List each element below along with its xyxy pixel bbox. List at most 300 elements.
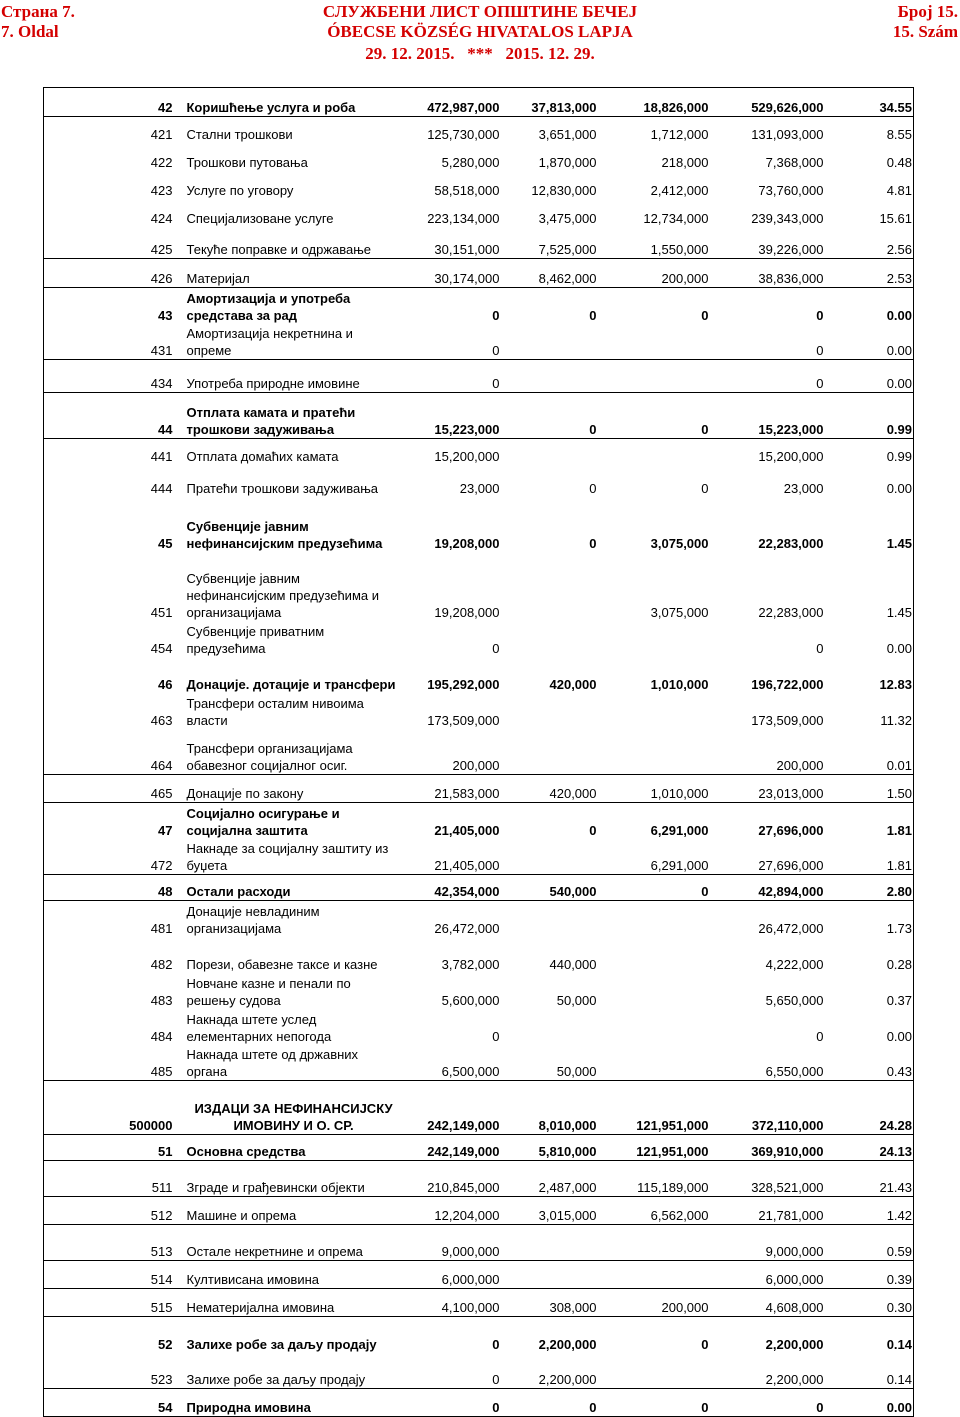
amount-col-3: [600, 1261, 712, 1289]
share-percent: 1.45: [886, 535, 912, 551]
amount-col-2: 8,462,000: [503, 259, 600, 288]
amount-col-3: 0: [600, 875, 712, 901]
amount-col-3: 1,712,000: [650, 126, 709, 142]
table-row: [44, 973, 914, 1009]
account-name: Накнада штете услед елементарних непогода: [186, 1011, 332, 1044]
share-percent: 24.28: [827, 1081, 914, 1135]
share-percent: 11.32: [880, 712, 912, 728]
header-title-sr: СЛУЖБЕНИ ЛИСТ ОПШТИНЕ БЕЧЕЈ: [322, 2, 638, 21]
table-row: [44, 117, 914, 143]
amount-col-3: 121,951,000: [600, 1081, 712, 1135]
table-row: [44, 1161, 914, 1197]
amount-col-2: 0: [589, 822, 597, 838]
account-name: Стални трошкови: [186, 126, 293, 142]
amount-col-2: 2,200,000: [538, 1372, 597, 1387]
amount-col-1: 5,280,000: [441, 154, 500, 170]
amount-col-2: [503, 1009, 600, 1045]
amount-total: 0: [816, 343, 824, 358]
account-code: 482: [150, 956, 173, 972]
amount-col-3: [600, 1353, 712, 1389]
account-code: 48: [44, 875, 182, 901]
amount-col-2: 37,813,000: [503, 88, 600, 117]
amount-col-1: 5,600,000: [441, 992, 500, 1008]
amount-col-2: 12,830,000: [531, 182, 597, 198]
amount-col-2: 5,810,000: [503, 1135, 600, 1161]
account-name: Субвенције јавним нефинансијским предузећима и организацијама: [186, 570, 379, 620]
account-name: Донације невладиним организацијама: [186, 903, 320, 936]
amount-col-2: [503, 1225, 600, 1261]
amount-col-2: 0: [589, 480, 597, 496]
amount-col-1: 0: [492, 307, 500, 323]
amount-col-3: [600, 324, 712, 360]
account-code: 426: [44, 259, 182, 288]
account-name: Основна средства: [182, 1135, 401, 1161]
amount-col-2: 2,200,000: [538, 1336, 597, 1352]
amount-col-2: 0: [503, 1389, 600, 1417]
share-percent: 0.00: [886, 480, 912, 496]
share-percent: 34.55: [827, 88, 914, 117]
account-name: Залихе робе за даљу продају: [186, 1336, 377, 1352]
amount-col-1: 30,151,000: [434, 242, 500, 257]
amount-col-1: 125,730,000: [427, 126, 500, 142]
table-row: [44, 901, 914, 937]
share-percent: 0.00: [827, 1389, 914, 1417]
amount-total: 2,200,000: [765, 1336, 824, 1352]
table-row: [44, 288, 914, 324]
table-row: [44, 465, 914, 497]
amount-col-2: [503, 552, 600, 621]
table-row: [44, 552, 914, 621]
table-row: [44, 1289, 914, 1317]
amount-col-3: 0: [701, 1336, 709, 1352]
amount-col-1: 15,200,000: [401, 439, 503, 465]
table-row: [44, 171, 914, 199]
amount-col-2: [503, 901, 600, 937]
account-code: 465: [44, 775, 182, 803]
amount-total: 26,472,000: [758, 920, 824, 936]
table-row: [44, 1261, 914, 1289]
amount-total: 0: [816, 307, 824, 323]
amount-col-1: 472,987,000: [401, 88, 503, 117]
amount-total: 39,226,000: [758, 242, 824, 257]
amount-col-1: 0: [492, 640, 500, 656]
share-percent: 12.83: [879, 676, 912, 692]
account-name: ИЗДАЦИ ЗА НЕФИНАНСИЈСКУ ИМОВИНУ И О. СР.: [182, 1081, 401, 1135]
amount-total: 23,000: [783, 480, 824, 496]
amount-col-1: 223,134,000: [427, 210, 500, 226]
amount-total: 2,200,000: [765, 1372, 824, 1387]
amount-col-1: 0: [492, 1028, 500, 1044]
account-code: 54: [44, 1389, 182, 1417]
account-code: 47: [158, 822, 173, 838]
share-percent: 0.37: [886, 992, 912, 1008]
account-name: Накнада штете од државних органа: [186, 1047, 359, 1079]
account-code: 431: [150, 343, 173, 358]
account-name: Нематеријална имовина: [182, 1289, 401, 1317]
header-title-hu: ÓBECSE KÖZSÉG HIVATALOS LAPJA: [327, 22, 633, 41]
share-percent: 0.14: [886, 1336, 912, 1352]
account-name: Остали расходи: [182, 875, 401, 901]
amount-col-3: [600, 1225, 712, 1261]
amount-total: 0: [816, 1028, 824, 1044]
amount-col-3: [600, 973, 712, 1009]
account-code: 441: [44, 439, 182, 465]
amount-col-3: 2,412,000: [650, 182, 709, 198]
account-name: Култивисана имовина: [182, 1261, 401, 1289]
amount-col-2: [503, 621, 600, 657]
table-row: [44, 1135, 914, 1161]
amount-col-1: 242,149,000: [401, 1135, 503, 1161]
amount-col-2: 420,000: [503, 775, 600, 803]
account-code: 463: [150, 712, 173, 728]
account-code: 424: [150, 210, 173, 226]
share-percent: 0.30: [827, 1289, 914, 1317]
account-code: 500000: [44, 1081, 182, 1135]
header-issue-number-hu: 15. Szám: [892, 22, 958, 41]
account-code: 515: [44, 1289, 182, 1317]
amount-total: 73,760,000: [758, 182, 824, 198]
header-page-number-hu: 7. Oldal: [1, 22, 59, 41]
share-percent: 1.45: [886, 604, 912, 620]
account-name: Употреба природне имовине: [182, 360, 401, 393]
share-percent: 0.00: [827, 360, 914, 393]
amount-total: 22,283,000: [758, 604, 824, 620]
amount-total: 200,000: [776, 758, 824, 773]
account-code: 511: [151, 1180, 173, 1195]
table-row: [44, 729, 914, 775]
account-code: 484: [150, 1028, 173, 1044]
amount-col-2: 308,000: [503, 1289, 600, 1317]
table-row: [44, 621, 914, 657]
amount-col-1: 9,000,000: [441, 1244, 500, 1259]
account-name: Материјал: [182, 259, 401, 288]
account-name: Субвенције приватним предузећима: [186, 623, 325, 656]
table-row: [44, 937, 914, 973]
table-row: [44, 1225, 914, 1261]
amount-total: 9,000,000: [765, 1244, 824, 1259]
account-code: 421: [150, 126, 173, 142]
table-row: [44, 259, 914, 288]
amount-col-2: 0: [589, 307, 597, 323]
table-row: [44, 1081, 914, 1135]
amount-col-1: 21,583,000: [401, 775, 503, 803]
share-percent: 21.43: [879, 1180, 912, 1195]
account-name: Зграде и грађевински објекти: [186, 1180, 365, 1195]
share-percent: 2.56: [886, 242, 912, 257]
account-name: Амортизација и употреба средстава за рад: [186, 290, 351, 323]
account-code: 44: [44, 393, 182, 439]
amount-col-2: 1,870,000: [538, 154, 597, 170]
share-percent: 8.55: [886, 126, 912, 142]
account-code: 51: [44, 1135, 182, 1161]
table-row: [44, 199, 914, 227]
amount-col-3: [600, 729, 712, 775]
amount-total: 372,110,000: [712, 1081, 827, 1135]
account-name: Донације. дотације и трансфери: [186, 676, 396, 692]
account-code: 444: [150, 480, 173, 496]
amount-col-1: 26,472,000: [434, 920, 500, 936]
header-page-number-sr: Страна 7.: [1, 2, 75, 21]
amount-col-1: 3,782,000: [441, 956, 500, 972]
amount-total: 5,650,000: [765, 992, 824, 1008]
amount-col-3: [600, 1009, 712, 1045]
amount-total: 6,550,000: [765, 1064, 824, 1079]
account-code: 451: [150, 604, 173, 620]
amount-col-3: 1,550,000: [650, 242, 709, 257]
account-name: Трансфери осталим нивоима власти: [186, 695, 364, 728]
table-row: [44, 324, 914, 360]
amount-col-1: 173,509,000: [427, 712, 500, 728]
account-code: 423: [150, 182, 173, 198]
amount-total: 131,093,000: [751, 126, 824, 142]
amount-col-1: 21,405,000: [434, 858, 500, 873]
share-percent: 0.99: [827, 439, 914, 465]
account-code: 472: [150, 858, 173, 873]
share-percent: 0.39: [827, 1261, 914, 1289]
share-percent: 1.73: [886, 920, 912, 936]
amount-col-2: [503, 839, 600, 875]
table-row: [44, 1045, 914, 1081]
amount-col-2: 0: [503, 393, 600, 439]
table-row: [44, 227, 914, 259]
table-row: [44, 803, 914, 839]
table-row: [44, 657, 914, 693]
amount-col-3: 0: [701, 307, 709, 323]
share-percent: 0.00: [886, 343, 912, 358]
table-row: [44, 143, 914, 171]
amount-total: 173,509,000: [751, 712, 824, 728]
amount-col-1: 15,223,000: [401, 393, 503, 439]
share-percent: 0.00: [886, 307, 912, 323]
share-percent: 0.00: [886, 1028, 912, 1044]
amount-total: 0: [712, 360, 827, 393]
amount-col-1: 200,000: [452, 758, 500, 773]
share-percent: 1.50: [827, 775, 914, 803]
amount-col-3: 200,000: [600, 259, 712, 288]
account-name: Накнаде за социјалну заштиту из буџета: [186, 841, 389, 873]
share-percent: 0.28: [886, 956, 912, 972]
header-date: 29. 12. 2015. *** 2015. 12. 29.: [365, 44, 595, 63]
amount-col-1: 6,000,000: [401, 1261, 503, 1289]
amount-col-3: 3,075,000: [650, 535, 709, 551]
account-name: Остале некретнине и опрема: [186, 1244, 363, 1259]
amount-col-1: 0: [492, 1336, 500, 1352]
account-code: 485: [150, 1064, 173, 1079]
account-name: Природна имовина: [182, 1389, 401, 1417]
share-percent: 24.13: [827, 1135, 914, 1161]
share-percent: 0.99: [827, 393, 914, 439]
amount-col-3: [600, 937, 712, 973]
amount-col-1: 0: [492, 1372, 500, 1387]
share-percent: 0.14: [886, 1372, 912, 1387]
share-percent: 15.61: [879, 210, 912, 226]
table-row: [44, 360, 914, 393]
amount-total: 22,283,000: [758, 535, 824, 551]
amount-col-3: [600, 360, 712, 393]
account-name: Трошкови путовања: [186, 154, 308, 170]
account-code: 454: [150, 640, 173, 656]
amount-col-2: [503, 693, 600, 729]
share-percent: 2.53: [827, 259, 914, 288]
amount-col-2: [503, 360, 600, 393]
amount-col-1: 242,149,000: [401, 1081, 503, 1135]
amount-col-2: 540,000: [503, 875, 600, 901]
amount-col-2: 3,015,000: [503, 1197, 600, 1225]
account-name: Субвенције јавним нефинансијским предузећима: [186, 518, 383, 551]
table-row: [44, 1009, 914, 1045]
header-issue-number-sr: Број 15.: [897, 2, 958, 21]
amount-total: 42,894,000: [712, 875, 827, 901]
amount-col-3: 1,010,000: [650, 676, 709, 692]
account-name: Трансфери организацијама обавезног социјалног осиг.: [186, 741, 353, 773]
amount-col-3: [600, 901, 712, 937]
account-name: Порези, обавезне таксе и казне: [186, 956, 378, 972]
table-row: [44, 497, 914, 552]
share-percent: 0.59: [886, 1244, 912, 1259]
account-code: 513: [150, 1244, 173, 1259]
account-name: Пратећи трошкови задуживања: [186, 480, 379, 496]
account-code: 434: [44, 360, 182, 393]
amount-col-2: 420,000: [549, 676, 597, 692]
table-row: [44, 693, 914, 729]
budget-table: [43, 87, 914, 1417]
amount-col-1: 42,354,000: [401, 875, 503, 901]
amount-col-3: 200,000: [600, 1289, 712, 1317]
account-code: 512: [44, 1197, 182, 1225]
amount-col-1: 0: [492, 343, 500, 358]
share-percent: 0.43: [886, 1064, 912, 1079]
account-code: 422: [150, 154, 173, 170]
account-name: Амортизација некретнина и опреме: [186, 326, 353, 358]
amount-total: 7,368,000: [765, 154, 824, 170]
amount-col-2: [503, 1261, 600, 1289]
amount-col-3: 218,000: [661, 154, 709, 170]
account-name: Текуће поправке и одржавање: [186, 242, 372, 257]
table-row: [44, 1197, 914, 1225]
amount-col-3: [600, 693, 712, 729]
share-percent: 0.01: [886, 758, 912, 773]
share-percent: 0.00: [886, 640, 912, 656]
table-row: [44, 1353, 914, 1389]
account-name: Залихе робе за даљу продају: [186, 1372, 366, 1387]
amount-col-2: 3,475,000: [538, 210, 597, 226]
amount-col-2: [503, 324, 600, 360]
amount-total: 0: [816, 640, 824, 656]
table-row: [44, 1389, 914, 1417]
account-code: 483: [150, 992, 173, 1008]
amount-col-1: 6,500,000: [441, 1064, 500, 1079]
amount-col-1: 58,518,000: [434, 182, 500, 198]
share-percent: 1.42: [827, 1197, 914, 1225]
account-name: Коришћење услуга и роба: [182, 88, 401, 117]
amount-col-1: 4,100,000: [401, 1289, 503, 1317]
account-name: Услуге по уговору: [186, 182, 294, 198]
amount-total: 15,223,000: [712, 393, 827, 439]
share-percent: 0.48: [886, 154, 912, 170]
account-code: 43: [158, 307, 173, 323]
account-code: 523: [150, 1372, 173, 1387]
amount-col-2: 440,000: [549, 956, 597, 972]
amount-col-1: 195,292,000: [427, 676, 500, 692]
amount-col-3: 1,010,000: [600, 775, 712, 803]
amount-col-3: 3,075,000: [650, 604, 709, 620]
amount-total: 38,836,000: [712, 259, 827, 288]
account-name: Отплата домаћих камата: [182, 439, 401, 465]
share-percent: 1.81: [886, 858, 912, 873]
amount-total: 4,608,000: [712, 1289, 827, 1317]
amount-total: 4,222,000: [765, 956, 824, 972]
page-header: [0, 0, 960, 72]
table-row: [44, 393, 914, 439]
amount-col-2: 0: [589, 535, 597, 551]
amount-col-3: 0: [600, 1389, 712, 1417]
amount-total: 23,013,000: [712, 775, 827, 803]
amount-col-2: [503, 439, 600, 465]
amount-col-2: 2,487,000: [538, 1180, 597, 1195]
amount-col-1: 19,208,000: [434, 535, 500, 551]
amount-col-1: 21,405,000: [434, 822, 500, 838]
table-row: [44, 439, 914, 465]
amount-col-3: 6,291,000: [650, 858, 709, 873]
amount-total: 6,000,000: [712, 1261, 827, 1289]
table-row: [44, 875, 914, 901]
account-code: 514: [44, 1261, 182, 1289]
amount-total: 239,343,000: [751, 210, 824, 226]
account-code: 45: [158, 535, 173, 551]
amount-total: 27,696,000: [758, 822, 824, 838]
amount-col-3: 6,562,000: [600, 1197, 712, 1225]
account-code: 425: [150, 242, 173, 257]
amount-col-1: 12,204,000: [401, 1197, 503, 1225]
account-name: Донације по закону: [182, 775, 401, 803]
amount-total: 529,626,000: [712, 88, 827, 117]
amount-col-3: [600, 439, 712, 465]
amount-col-3: [600, 621, 712, 657]
share-percent: 4.81: [886, 182, 912, 198]
amount-col-3: 115,189,000: [637, 1180, 709, 1195]
account-code: 481: [150, 920, 173, 936]
amount-col-1: 0: [401, 360, 503, 393]
amount-col-1: 210,845,000: [427, 1180, 500, 1195]
amount-total: 21,781,000: [712, 1197, 827, 1225]
account-code: 464: [150, 758, 173, 773]
amount-total: 328,521,000: [751, 1180, 824, 1195]
table-row: [44, 775, 914, 803]
share-percent: 1.81: [886, 822, 912, 838]
amount-col-2: 50,000: [556, 992, 597, 1008]
table-row: [44, 839, 914, 875]
account-code: 52: [158, 1336, 173, 1352]
amount-col-1: 30,174,000: [401, 259, 503, 288]
amount-col-2: 3,651,000: [538, 126, 597, 142]
amount-col-2: 7,525,000: [538, 242, 597, 257]
amount-col-2: 50,000: [556, 1064, 597, 1079]
amount-total: 27,696,000: [758, 858, 824, 873]
amount-col-2: 8,010,000: [503, 1081, 600, 1135]
account-name: Отплата камата и пратећи трошкови задуживања: [182, 393, 401, 439]
account-name: Новчане казне и пенали по решењу судова: [186, 975, 351, 1008]
table-row: [44, 1317, 914, 1353]
amount-col-1: 23,000: [459, 480, 500, 496]
amount-col-3: 0: [600, 393, 712, 439]
share-percent: 2.80: [827, 875, 914, 901]
amount-col-3: 6,291,000: [650, 822, 709, 838]
amount-col-2: [503, 729, 600, 775]
amount-col-3: 121,951,000: [600, 1135, 712, 1161]
amount-total: 0: [712, 1389, 827, 1417]
amount-col-3: 0: [701, 480, 709, 496]
account-code: 46: [158, 676, 173, 692]
